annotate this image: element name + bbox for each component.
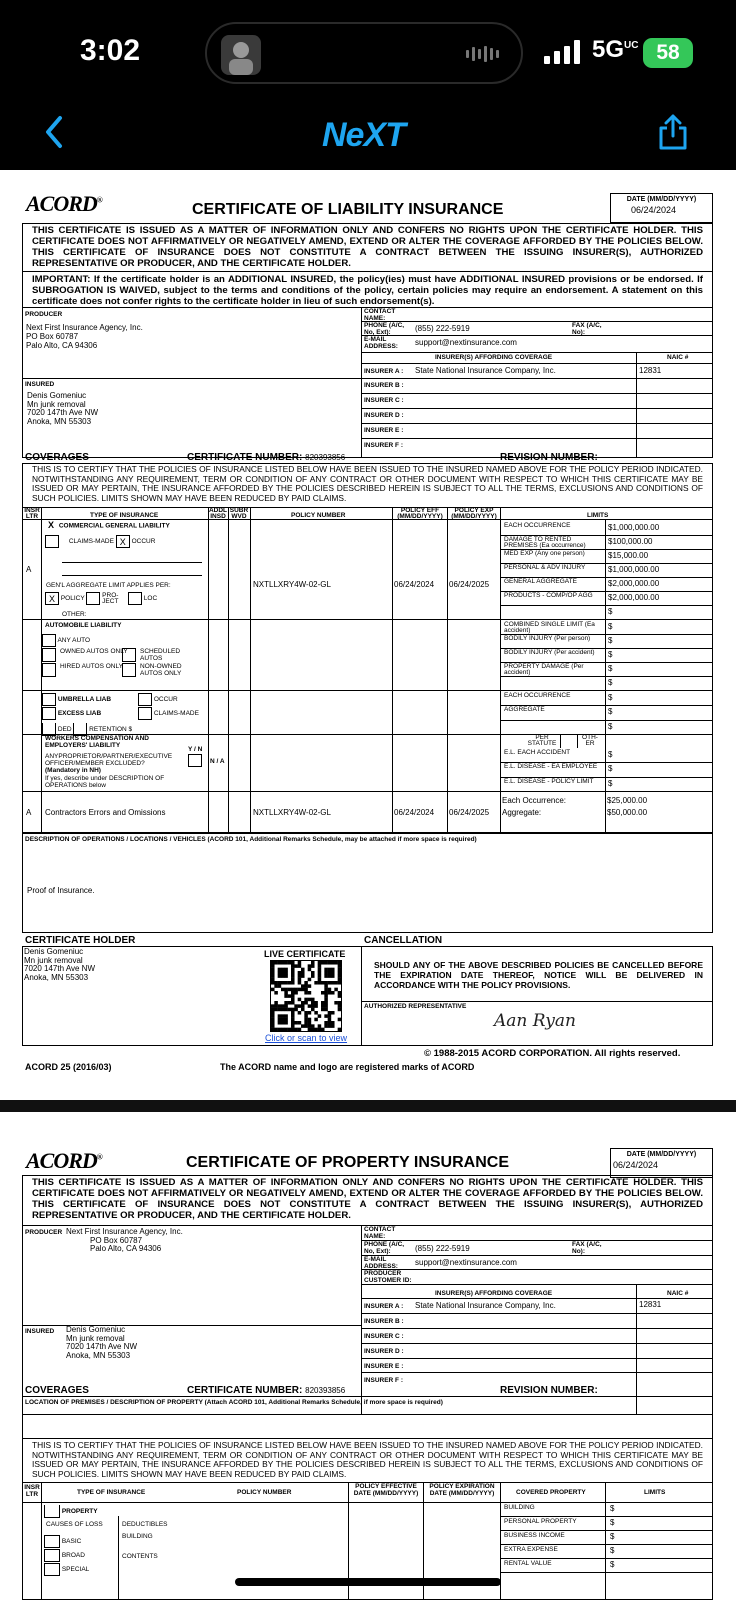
gl-title: COMMERCIAL GENERAL LIABILITY xyxy=(58,522,170,530)
property-notice: THIS CERTIFICATE IS ISSUED AS A MATTER OF INFORMATION ONLY AND CONFERS NO RIGHTS UPON THE CERTIFICATE HOLDER. THIS CERTIFICATE DOES NOT AFFIRMATIVELY OR NEGATIVELY AMEND, EXTEND OR ALTER THE COVERAGE AFFORDED BY THE POLICIES BELOW. THIS CERTIFICATE OF INSURANCE DOES NOT CONSTITUTE A CONTRACT BETWEEN THE ISSUING INSURER(S), AUTHORIZED REPRESENTATIVE OR PRODUCER, AND THE CERTIFICATE HOLDER. xyxy=(32,1177,703,1221)
producer-label: PRODUCER xyxy=(25,311,63,318)
holder-address: Denis Gomeniuc Mn junk removal 7020 147th Ave NW Anoka, MN 55303 xyxy=(24,947,96,982)
limit-value: $ xyxy=(608,778,613,788)
property-contact-name: CONTACT NAME: xyxy=(364,1226,396,1240)
share-icon xyxy=(658,114,688,150)
eo-title: Contractors Errors and Omissions xyxy=(45,808,166,817)
eo-each-label: Each Occurrence: xyxy=(502,796,567,805)
description-box xyxy=(22,833,713,933)
property-insurer-e: INSURER E : xyxy=(364,1363,404,1370)
limit-label: GENERAL AGGREGATE xyxy=(504,578,577,585)
p-col-type: TYPE OF INSURANCE xyxy=(77,1489,146,1496)
eo-exp: 06/24/2025 xyxy=(449,808,490,817)
email-value[interactable]: support@nextinsurance.com xyxy=(415,338,517,347)
covered-limit: $ xyxy=(610,1504,615,1513)
phone-label: PHONE (A/C, No, Ext): xyxy=(364,322,405,336)
limit-label: PERSONAL & ADV INJURY xyxy=(504,564,586,571)
description-text: Proof of Insurance. xyxy=(27,886,95,895)
producer-customer-id: PRODUCER CUSTOMER ID: xyxy=(364,1270,412,1284)
now-playing-artwork xyxy=(221,35,261,75)
clock: 3:02 xyxy=(80,34,141,67)
insurer-e-label: INSURER E : xyxy=(364,427,404,434)
property-certificate: ACORD® CERTIFICATE OF PROPERTY INSURANCE DATE (MM/DD/YYYY) 06/24/2024 THIS CERTIFICATE IS ISSUED AS A MATTER OF INFORMATION ONLY AND CONFERS NO RIGHTS UPON THE CERTIFICATE HOLDER. THIS CERTIFICATE DOES NOT AFFIRMATIVELY OR NEGATIVELY AMEND, EXTEND OR ALTER THE COVERAGE AFFORDED BY THE POLICIES BELOW. THIS CERTIFICATE OF INSURANCE DOES NOT CONSTITUTE A CONTRACT BETWEEN THE ISSUING INSURER(S), AUTHORIZED REPRESENTATIVE OR PRODUCER, AND THE CERTIFICATE HOLDER. PRODUCER Next First Insurance Agency, Inc. PO Box 60787 Palo Alto, CA 94306 CONTACT NAME: PHONE (A/C, No, Ext): (855) 222-5919 FAX (A/C, No): E-MAIL ADDRESS: support@nextinsurance.com PRODUCER CUSTOMER ID: INSURER(S) AFFORDING COVERAGE NAIC # INSURER A : State National Insurance Company, Inc. 12831 INSURER B : INSURER C : INSURER D : INSURER E : INSURER F : INSURED Denis Gomeniuc Mn junk removal 7020 147th Ave NW Anoka, MN 55303 COVERAGES CERTIFICATE NUMBER: 820393856 REVISION NUMBER: LOCATION OF PREMISES / DESCRIPTION OF PROPERTY (Attach ACORD 101, Additional Remarks Schedule, if more space is required) THIS IS TO CERTIFY THAT THE POLICIES OF INSURANCE LISTED BELOW HAVE BEEN ISSUED TO THE INSURED NAMED ABOVE FOR THE POLICY PERIOD INDICATED. NOTWITHSTANDING ANY REQUIREMENT, TERM OR CONDITION OF ANY CONTRACT OR OTHER DOCUMENT WITH RESPECT TO WHICH THIS CERTIFICATE MAY BE ISSUED OR MAY PERTAIN, THE INSURANCE AFFORDED BY THE POLICIES DESCRIBED HEREIN IS SUBJECT TO ALL THE TERMS, EXCLUSIONS AND CONDITIONS OF SUCH POLICIES. LIMITS SHOWN MAY HAVE BEEN REDUCED BY PAID CLAIMS. INSR LTR TYPE OF INSURANCE POLICY NUMBER POLICY EFFECTIVE DATE (MM/DD/YYYY) POLICY EXPIRATION DATE (MM/DD/YYYY) COVERED PROPERTY LIMITS PROPERTY CAUSES OF LOSS DEDUCTIBLES BASIC BUILDING BROAD CONTENTS SPECIAL BUILDING $ PERSONAL PROPERTY $ BUSINESS INCOME $ EXTRA EXPENSE $ RENTAL VALUE $ xyxy=(22,1160,715,1600)
col-eff: POLICY EFF (MM/DD/YYYY) xyxy=(397,507,443,520)
property-title: CERTIFICATE OF PROPERTY INSURANCE xyxy=(186,1154,509,1171)
property-revision-label: REVISION NUMBER: xyxy=(500,1385,598,1396)
authorized-rep-label: AUTHORIZED REPRESENTATIVE xyxy=(364,1003,467,1010)
wc-other: OTH- ER xyxy=(582,734,598,747)
covered-item: RENTAL VALUE xyxy=(504,1560,552,1567)
col-subr: SUBR WVD xyxy=(229,507,249,520)
causes-of-loss: CAUSES OF LOSS xyxy=(46,1521,103,1528)
coverages-heading: COVERAGES xyxy=(25,452,89,463)
gl-policy-number: NXTLLXRY4W-02-GL xyxy=(253,580,331,589)
limit-value: $ xyxy=(608,764,613,774)
form-number: ACORD 25 (2016/03) xyxy=(25,1062,112,1072)
limit-value: $ xyxy=(608,693,613,702)
col-exp: POLICY EXP (MM/DD/YYYY) xyxy=(451,507,497,520)
covered-limit: $ xyxy=(610,1532,615,1541)
qr-code[interactable] xyxy=(270,960,342,1032)
important-text: IMPORTANT: If the certificate holder is an ADDITIONAL INSURED, the policy(ies) must have ADDITIONAL INSURED provisions or be endorsed. If SUBROGATION IS WAIVED, subject to the terms and conditions of the policy, certain policies may require an endorsement. A statement on this certificate does not confer rights to the certificate holder in lieu of such endorsement(s). xyxy=(32,274,703,307)
deductible-contents: CONTENTS xyxy=(122,1553,158,1560)
limit-label: BODILY INJURY (Per accident) xyxy=(504,649,595,656)
gl-aggregate-label: GEN'L AGGREGATE LIMIT APPLIES PER: xyxy=(46,582,171,589)
limit-value: $ xyxy=(608,664,613,673)
deductibles-label: DEDUCTIBLES xyxy=(122,1521,168,1528)
nav-bar xyxy=(0,108,736,170)
property-insurers-header: INSURER(S) AFFORDING COVERAGE xyxy=(435,1290,553,1297)
limit-label: PROPERTY DAMAGE (Per accident) xyxy=(504,663,584,676)
eo-eff: 06/24/2024 xyxy=(394,808,435,817)
share-button[interactable] xyxy=(658,114,688,148)
insurers-header: INSURER(S) AFFORDING COVERAGE xyxy=(435,354,553,361)
limit-label: COMBINED SINGLE LIMIT (Ea accident) xyxy=(504,621,595,634)
producer-address: Next First Insurance Agency, Inc. PO Box 60787 Palo Alto, CA 94306 xyxy=(26,323,143,350)
limit-label: EACH OCCURRENCE xyxy=(504,522,571,529)
col-type: TYPE OF INSURANCE xyxy=(90,512,159,519)
property-insurer-a-label: INSURER A : xyxy=(364,1303,404,1310)
covered-limit: $ xyxy=(610,1560,615,1569)
limit-label: EACH OCCURRENCE xyxy=(504,692,571,699)
status-bar xyxy=(0,0,736,108)
wc-per-statute: PER STATUTE xyxy=(527,734,557,747)
limit-value: $ xyxy=(608,707,613,717)
limit-value: $ xyxy=(608,650,613,659)
gl-ltr: A xyxy=(26,565,32,574)
insured-address: Denis Gomeniuc Mn junk removal 7020 147th Ave NW Anoka, MN 55303 xyxy=(27,391,99,426)
certificate-title: CERTIFICATE OF LIABILITY INSURANCE xyxy=(192,201,504,218)
eo-agg-value: $50,000.00 xyxy=(607,808,648,817)
property-phone[interactable]: (855) 222-5919 xyxy=(415,1244,470,1253)
limit-label: BODILY INJURY (Per person) xyxy=(504,635,591,642)
claims-made-option[interactable]: CLAIMS-MADE X OCCUR xyxy=(45,535,155,548)
property-coverages: COVERAGES xyxy=(25,1385,89,1396)
col-limits: LIMITS xyxy=(587,512,609,519)
insurer-a-label: INSURER A : xyxy=(364,368,404,375)
limit-value: $2,000,000.00 xyxy=(608,593,660,602)
deductible-building: BUILDING xyxy=(122,1533,153,1540)
limit-label: E.L. EACH ACCIDENT xyxy=(504,749,571,756)
liability-certificate: ACORD® CERTIFICATE OF LIABILITY INSURANCE DATE (MM/DD/YYYY) 06/24/2024 THIS CERTIFICATE IS ISSUED AS A MATTER OF INFORMATION ONLY AND CONFERS NO RIGHTS UPON THE CERTIFICATE HOLDER. THIS CERTIFICATE DOES NOT AFFIRMATIVELY OR NEGATIVELY AMEND, EXTEND OR ALTER THE COVERAGE AFFORDED BY THE POLICIES BELOW. THIS CERTIFICATE OF INSURANCE DOES NOT CONSTITUTE A CONTRACT BETWEEN THE ISSUING INSURER(S), AUTHORIZED REPRESENTATIVE OR PRODUCER, AND THE CERTIFICATE HOLDER. IMPORTANT: If the certificate holder is an ADDITIONAL INSURED, the policy(ies) must have ADDITIONAL INSURED provisions or be endorsed. If SUBROGATION IS WAIVED, subject to the terms and conditions of the policy, certain policies may require an endorsement. A statement on this certificate does not confer rights to the certificate holder in lieu of such endorsement(s). PRODUCER Next First Insurance Agency, Inc. PO Box 60787 Palo Alto, CA 94306 CONTACT NAME: PHONE (A/C, No, Ext): (855) 222-5919 FAX (A/C, No): E-MAIL ADDRESS: support@nextinsurance.com INSURER(S) AFFORDING COVERAGE NAIC # INSURER A : State National Insurance Company, Inc. 12831 INSURER B : INSURER C : INSURER D : INSURER E : INSURER F : INSURED Denis Gomeniuc Mn junk removal 7020 147th Ave NW Anoka, MN 55303 COVERAGES CERTIFICATE NUMBER: 820393856 REVISION NUMBER: THIS IS TO CERTIFY THAT THE POLICIES OF INSURANCE LISTED BELOW HAVE BEEN ISSUED TO THE INSURED NAMED ABOVE FOR THE POLICY PERIOD INDICATED. NOTWITHSTANDING ANY REQUIREMENT, TERM OR CONDITION OF ANY CONTRACT OR OTHER DOCUMENT WITH RESPECT TO WHICH THIS CERTIFICATE MAY BE ISSUED OR MAY PERTAIN, THE INSURANCE AFFORDED BY THE POLICIES DESCRIBED HEREIN IS SUBJECT TO ALL THE TERMS, EXCLUSIONS AND CONDITIONS OF SUCH POLICIES. LIMITS SHOWN MAY HAVE BEEN REDUCED BY PAID CLAIMS. INSR LTR TYPE OF INSURANCE ADDL INSD SUBR WVD POLICY NUMBER POLICY EFF (MM/DD/YYYY) POLICY EXP (MM/DD/YYYY) LIMITS A X COMMERCIAL GENERAL LIABILITY CLAIMS-MADE X OCCUR GEN'L AGGREGATE LIMIT APPLIES PER: X POLICY PRO- JECT LOC OTHER: NXTLLXRY4W-02-GL 06/24/2024 06/24/2025 EACH OCCURRENCE $1,000,000.00 DAMAGE TO RENTED PREMISES (Ea occurrence) $100,000.00 MED EXP (Any one person) $15,000.00 PERSONAL & ADV INJURY $1,000,000.00 GENERAL AGGREGATE $2,000,000.00 PRODUCTS - COMP/OP AGG $2,000,000.00 $ AUTOMOBILE LIABILITY ANY AUTO OWNED AUTOS ONLY SCHEDULED AUTOS HIRED AUTOS ONLY NON-OWNED AUTOS ONLY COMBINED SINGLE LIMIT (Ea accident) $ BODILY INJURY (Per person) $ BODILY INJURY (Per accident) $ PROPERTY DAMAGE (Per accident) $ $ UMBRELLA LIAB OCCUR EXCESS LIAB CLAIMS-MADE DED RETENTION $ EACH OCCURRENCE $ AGGREGATE $ $ WORKERS COMPENSATION AND EMPLOYERS' LIABILITY Y / N ANYPROPRIETOR/PARTNER/EXECUTIVE OFFICER/MEMBER EXCLUDED? (Mandatory in NH) If yes, describe under DESCRIPTION OF OPERATIONS below N / A PER STATUTE OTH- ER E.L. EACH ACCIDENT $ E.L. DISEASE - EA EMPLOYEE $ E.L. DISEASE - POLICY LIMIT $ A Contractors Errors and Omissions NXTLLXRY4W-02-GL 06/24/2024 06/24/2025 Each Occurrence: $25,000.00 Aggregate: $50,000.00 DESCRIPTION OF OPERATIONS / LOCATIONS / VEHICLES (ACORD 101, Additional Remarks Schedule, may be attached if more space is required) Proof of Insurance. CERTIFICATE HOLDER CANCELLATION Denis Gomeniuc Mn junk removal 7020 147th Ave NW Anoka, MN 55303 LIVE CERTIFICATE Click or scan to view SHOULD ANY OF THE ABOVE DESCRIBED POLICIES BE CANCELLED BEFORE THE EXPIRATION DATE THEREOF, NOTICE WILL BE DELIVERED IN ACCORDANCE WITH THE POLICY PROVISIONS. AUTHORIZED REPRESENTATIVE Aan Ryan © 1988-2015 ACORD CORPORATION. All rights reserved. ACORD 25 (2016/03) The ACORD name and logo are registered marks of ACORD xyxy=(22,185,715,1085)
live-certificate-label: LIVE CERTIFICATE xyxy=(264,949,346,959)
property-naic-header: NAIC # xyxy=(667,1290,689,1297)
gl-eff: 06/24/2024 xyxy=(394,580,435,589)
property-insured-label: INSURED xyxy=(25,1328,55,1335)
location-label: LOCATION OF PREMISES / DESCRIPTION OF PROPERTY (Attach ACORD 101, Additional Remarks Schedule, if more space is required) xyxy=(25,1399,443,1406)
acord-logo: ACORD® xyxy=(26,191,102,216)
registered-marks: The ACORD name and logo are registered marks of ACORD xyxy=(220,1062,475,1072)
auto-title: AUTOMOBILE LIABILITY xyxy=(45,622,122,629)
insurer-c-label: INSURER C : xyxy=(364,397,404,404)
limit-label: DAMAGE TO RENTED PREMISES (Ea occurrence) xyxy=(504,536,586,549)
limit-label: E.L. DISEASE - EA EMPLOYEE xyxy=(504,763,598,771)
p-col-policy: POLICY NUMBER xyxy=(237,1489,292,1496)
property-insured-address: Denis Gomeniuc Mn junk removal 7020 147th Ave NW Anoka, MN 55303 xyxy=(66,1325,138,1360)
date-box: DATE (MM/DD/YYYY) 06/24/2024 xyxy=(610,193,713,223)
certify-text: THIS IS TO CERTIFY THAT THE POLICIES OF INSURANCE LISTED BELOW HAVE BEEN ISSUED TO THE INSURED NAMED ABOVE FOR THE POLICY PERIOD INDICATED. NOTWITHSTANDING ANY REQUIREMENT, TERM OR CONDITION OF ANY CONTRACT OR OTHER DOCUMENT WITH RESPECT TO WHICH THIS CERTIFICATE MAY BE ISSUED OR MAY PERTAIN, THE INSURANCE AFFORDED BY THE POLICIES DESCRIBED HEREIN IS SUBJECT TO ALL THE TERMS, EXCLUSIONS AND CONDITIONS OF SUCH POLICIES. LIMITS SHOWN MAY HAVE BEEN REDUCED BY PAID CLAIMS. xyxy=(32,464,703,503)
p-col-exp: POLICY EXPIRATION DATE (MM/DD/YYYY) xyxy=(429,1483,495,1497)
aggregate-options[interactable]: X POLICY PRO- JECT LOC xyxy=(45,592,157,605)
limit-value: $2,000,000.00 xyxy=(608,579,660,588)
covered-item: BUILDING xyxy=(504,1504,535,1511)
naic-header: NAIC # xyxy=(667,354,689,361)
wc-question: ANYPROPRIETOR/PARTNER/EXECUTIVE OFFICER/MEMBER EXCLUDED? xyxy=(45,753,173,767)
cancellation-label: CANCELLATION xyxy=(364,935,443,946)
property-insurer-a-naic: 12831 xyxy=(639,1300,662,1309)
wc-mandatory: (Mandatory in NH) xyxy=(45,767,101,774)
limit-value: $ xyxy=(608,750,613,759)
cert-number-label: CERTIFICATE NUMBER: 820393856 xyxy=(187,452,346,463)
cancellation-text: SHOULD ANY OF THE ABOVE DESCRIBED POLICIES BE CANCELLED BEFORE THE EXPIRATION DATE THEREOF, NOTICE WILL BE DELIVERED IN ACCORDANCE WITH THE POLICY PROVISIONS. xyxy=(374,960,703,990)
property-phone-label: PHONE (A/C, No, Ext): xyxy=(364,1241,405,1255)
property-email-label: E-MAIL ADDRESS: xyxy=(364,1256,398,1270)
cellular-signal-icon xyxy=(544,40,580,64)
eo-policy-number: NXTLLXRY4W-02-GL xyxy=(253,808,331,817)
back-button[interactable] xyxy=(42,114,66,160)
col-policy: POLICY NUMBER xyxy=(291,512,346,519)
insurer-a-naic: 12831 xyxy=(639,366,662,375)
revision-label: REVISION NUMBER: xyxy=(500,452,598,463)
copyright: © 1988-2015 ACORD CORPORATION. All rights reserved. xyxy=(424,1048,681,1059)
phone-value[interactable]: (855) 222-5919 xyxy=(415,324,470,333)
p-col-eff: POLICY EFFECTIVE DATE (MM/DD/YYYY) xyxy=(353,1483,419,1497)
contact-name-label: CONTACT NAME: xyxy=(364,308,396,322)
gl-exp: 06/24/2025 xyxy=(449,580,490,589)
scan-link[interactable]: Click or scan to view xyxy=(265,1033,348,1043)
p-col-covered: COVERED PROPERTY xyxy=(516,1489,586,1496)
wc-title: WORKERS COMPENSATION AND EMPLOYERS' LIABILITY xyxy=(45,735,149,749)
property-date-box: DATE (MM/DD/YYYY) 06/24/2024 xyxy=(610,1148,713,1178)
limit-value: $1,000,000.00 xyxy=(608,523,660,532)
p-col-ltr: INSR LTR xyxy=(24,1484,40,1498)
page-separator xyxy=(0,1100,736,1112)
property-insurer-a: State National Insurance Company, Inc. xyxy=(415,1301,556,1310)
insurer-d-label: INSURER D : xyxy=(364,412,404,419)
eo-ltr: A xyxy=(26,808,32,817)
p-col-limits: LIMITS xyxy=(644,1489,666,1496)
property-insurer-f: INSURER F : xyxy=(364,1377,403,1384)
col-ltr: INSR LTR xyxy=(24,507,40,520)
limit-label: MED EXP (Any one person) xyxy=(504,550,585,557)
chevron-left-icon xyxy=(42,114,66,150)
holder-label: CERTIFICATE HOLDER xyxy=(25,935,136,946)
property-coverage-table xyxy=(22,1396,713,1600)
audio-wave-icon xyxy=(466,46,499,62)
covered-limit: $ xyxy=(610,1518,615,1527)
covered-item: BUSINESS INCOME xyxy=(504,1532,565,1539)
wc-yn-box[interactable] xyxy=(188,754,202,767)
property-fax-label: FAX (A/C, No): xyxy=(572,1241,602,1255)
wc-na: N / A xyxy=(210,758,225,765)
home-indicator[interactable] xyxy=(235,1578,501,1586)
acord-logo: ACORD® xyxy=(26,1148,102,1173)
limit-value: $ xyxy=(608,636,613,645)
signature: Aan Ryan xyxy=(494,1011,576,1031)
property-cert-number: CERTIFICATE NUMBER: 820393856 xyxy=(187,1385,346,1396)
insurer-b-label: INSURER B : xyxy=(364,382,404,389)
limit-label: AGGREGATE xyxy=(504,706,545,714)
covered-item: PERSONAL PROPERTY xyxy=(504,1518,577,1525)
limit-value: $ xyxy=(608,678,613,687)
property-producer-address: Next First Insurance Agency, Inc. PO Box 60787 Palo Alto, CA 94306 xyxy=(66,1227,183,1253)
dynamic-island[interactable] xyxy=(205,22,523,84)
limit-value: $ xyxy=(608,622,613,631)
insurer-f-label: INSURER F : xyxy=(364,442,403,449)
limit-value: $15,000.00 xyxy=(608,551,649,560)
property-insurer-c: INSURER C : xyxy=(364,1333,404,1340)
covered-item: EXTRA EXPENSE xyxy=(504,1546,558,1553)
property-email[interactable]: support@nextinsurance.com xyxy=(415,1258,517,1267)
notice-text: THIS CERTIFICATE IS ISSUED AS A MATTER OF INFORMATION ONLY AND CONFERS NO RIGHTS UPON THE CERTIFICATE HOLDER. THIS CERTIFICATE DOES NOT AFFIRMATIVELY OR NEGATIVELY AMEND, EXTEND OR ALTER THE COVERAGE AFFORDED BY THE POLICIES BELOW. THIS CERTIFICATE OF INSURANCE DOES NOT CONSTITUTE A CONTRACT BETWEEN THE ISSUING INSURER(S), AUTHORIZED REPRESENTATIVE OR PRODUCER, AND THE CERTIFICATE HOLDER. xyxy=(32,225,703,269)
limit-label: E.L. DISEASE - POLICY LIMIT xyxy=(504,777,594,785)
eo-each-value: $25,000.00 xyxy=(607,796,648,805)
email-label: E-MAIL ADDRESS: xyxy=(364,336,398,350)
app-logo: NeXT xyxy=(322,116,405,154)
limit-value: $ xyxy=(608,721,613,731)
limit-value: $1,000,000.00 xyxy=(608,565,660,574)
battery-indicator: 58 xyxy=(643,38,693,68)
description-label: DESCRIPTION OF OPERATIONS / LOCATIONS / VEHICLES (ACORD 101, Additional Remarks Schedule, may be attached if more space is required) xyxy=(25,836,477,843)
col-addl: ADDL INSD xyxy=(208,507,228,520)
eo-agg-label: Aggregate: xyxy=(502,808,542,817)
network-type: $5G^{UC}$ xyxy=(592,36,639,63)
gl-other: OTHER: xyxy=(62,611,87,618)
limit-label: PRODUCTS - COMP/OP AGG xyxy=(504,592,593,599)
property-insurer-d: INSURER D : xyxy=(364,1348,404,1355)
limit-value: $100,000.00 xyxy=(608,537,653,546)
limit-value: $ xyxy=(608,607,613,616)
covered-limit: $ xyxy=(610,1546,615,1555)
property-producer-label: PRODUCER xyxy=(25,1229,63,1236)
property-insurer-b: INSURER B : xyxy=(364,1318,404,1325)
insured-label: INSURED xyxy=(25,381,55,388)
wc-describe: If yes, describe under DESCRIPTION OF OPERATIONS below xyxy=(45,775,165,789)
fax-label: FAX (A/C, No): xyxy=(572,322,602,336)
property-certify: THIS IS TO CERTIFY THAT THE POLICIES OF INSURANCE LISTED BELOW HAVE BEEN ISSUED TO THE INSURED NAMED ABOVE FOR THE POLICY PERIOD INDICATED. NOTWITHSTANDING ANY REQUIREMENT, TERM OR CONDITION OF ANY CONTRACT OR OTHER DOCUMENT WITH RESPECT TO WHICH THIS CERTIFICATE MAY BE ISSUED OR MAY PERTAIN, THE INSURANCE AFFORDED BY THE POLICIES DESCRIBED HEREIN IS SUBJECT TO ALL THE TERMS, EXCLUSIONS AND CONDITIONS OF SUCH POLICIES. LIMITS SHOWN MAY HAVE BEEN REDUCED BY PAID CLAIMS. xyxy=(32,1440,703,1479)
insurer-a-name: State National Insurance Company, Inc. xyxy=(415,366,556,375)
wc-yn: Y / N xyxy=(188,746,203,753)
